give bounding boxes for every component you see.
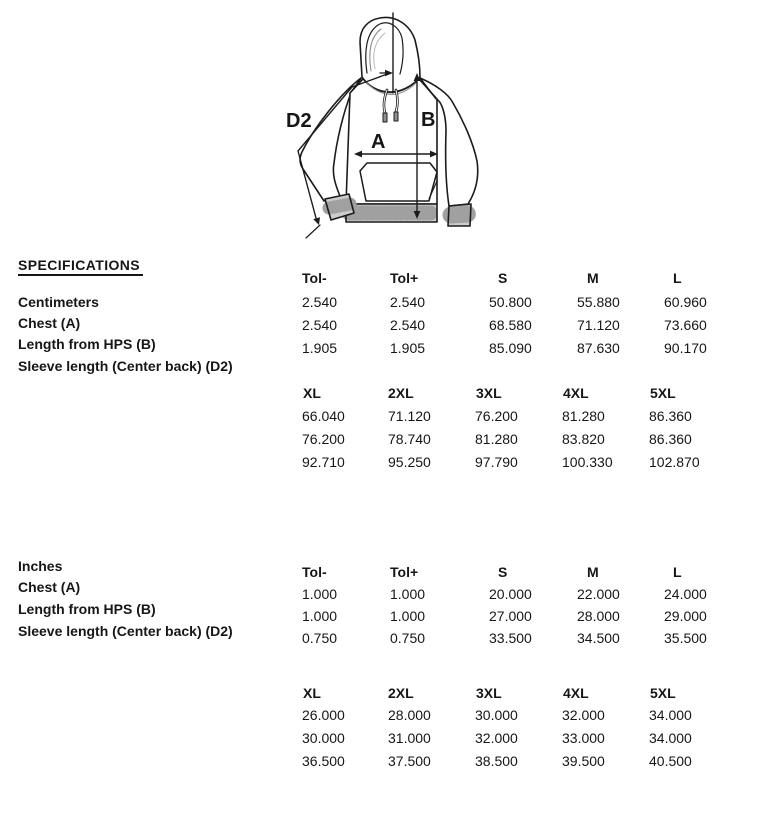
measure-d2-arrowhead [313, 217, 320, 225]
measurement-value: 30.000 [475, 707, 518, 723]
measure-label-a: A [371, 131, 386, 153]
size-column-header: L [673, 270, 682, 286]
measurement-value: 100.330 [562, 454, 613, 470]
measurement-value: 71.120 [577, 317, 620, 333]
measurement-value: 87.630 [577, 340, 620, 356]
measurement-value: 81.280 [475, 431, 518, 447]
measurement-value: 97.790 [475, 454, 518, 470]
hoodie-diagram [280, 0, 510, 245]
row-label-inches: Inches [18, 558, 63, 574]
measurement-value: 1.000 [390, 608, 426, 624]
size-column-header: Tol- [302, 270, 327, 286]
measurement-value: 20.000 [489, 586, 532, 602]
measurement-value: 28.000 [577, 608, 620, 624]
size-column-header: XL [303, 685, 321, 701]
measurement-value: 36.500 [302, 753, 345, 769]
measurement-value: 1.905 [302, 340, 338, 356]
measurement-value: 60.960 [664, 294, 707, 310]
measurement-value: 38.500 [475, 753, 518, 769]
measurement-value: 33.500 [489, 630, 532, 646]
measure-label-b: B [421, 109, 436, 131]
measurement-value: 28.000 [388, 707, 431, 723]
row-label-sleeve-length-in: Sleeve length (Center back) (D2) [18, 623, 233, 639]
size-column-header: 5XL [650, 685, 676, 701]
measurement-value: 0.750 [390, 630, 426, 646]
measurement-value: 86.360 [649, 431, 692, 447]
measurement-value: 34.000 [649, 707, 692, 723]
row-label-sleeve-length-cm: Sleeve length (Center back) (D2) [18, 358, 233, 374]
measurement-value: 55.880 [577, 294, 620, 310]
measurement-value: 2.540 [302, 294, 338, 310]
measurement-value: 2.540 [390, 294, 426, 310]
measurement-value: 30.000 [302, 730, 345, 746]
measurement-value: 68.580 [489, 317, 532, 333]
measurement-value: 83.820 [562, 431, 605, 447]
measurement-value: 66.040 [302, 408, 345, 424]
row-label-chest-cm: Chest (A) [18, 315, 81, 331]
measurement-value: 76.200 [302, 431, 345, 447]
measurement-value: 95.250 [388, 454, 431, 470]
measurement-value: 2.540 [302, 317, 338, 333]
size-column-header: 4XL [563, 685, 589, 701]
measurement-value: 34.500 [577, 630, 620, 646]
measurement-value: 2.540 [390, 317, 426, 333]
size-column-header: 5XL [650, 385, 676, 401]
measurement-value: 39.500 [562, 753, 605, 769]
size-column-header: Tol- [302, 564, 327, 580]
measurement-value: 102.870 [649, 454, 700, 470]
drawstring-left-aglet [383, 113, 387, 122]
left-cuff-hatch [329, 204, 350, 208]
size-column-header: 4XL [563, 385, 589, 401]
row-label-chest-in: Chest (A) [18, 579, 81, 595]
measure-label-d2: D2 [286, 110, 312, 132]
measurement-value: 81.280 [562, 408, 605, 424]
measurement-value: 26.000 [302, 707, 345, 723]
measurement-value: 35.500 [664, 630, 707, 646]
measurement-value: 78.740 [388, 431, 431, 447]
size-column-header: 3XL [476, 685, 502, 701]
size-column-header: 2XL [388, 385, 414, 401]
size-column-header: Tol+ [390, 270, 419, 286]
size-column-header: M [587, 270, 599, 286]
measurement-value: 1.000 [302, 608, 338, 624]
measurement-value: 24.000 [664, 586, 707, 602]
drawstring-right-aglet [394, 112, 398, 121]
size-column-header: Tol+ [390, 564, 419, 580]
measurement-value: 86.360 [649, 408, 692, 424]
size-column-header: M [587, 564, 599, 580]
right-cuff-hatch [451, 214, 468, 215]
measurement-value: 29.000 [664, 608, 707, 624]
row-label-length-hps-cm: Length from HPS (B) [18, 336, 156, 352]
measurement-value: 40.500 [649, 753, 692, 769]
measurement-value: 92.710 [302, 454, 345, 470]
measurement-value: 73.660 [664, 317, 707, 333]
measurement-value: 34.000 [649, 730, 692, 746]
size-column-header: XL [303, 385, 321, 401]
kangaroo-pocket [360, 163, 437, 201]
size-column-header: S [498, 564, 508, 580]
size-column-header: 2XL [388, 685, 414, 701]
measurement-value: 50.800 [489, 294, 532, 310]
measurement-value: 33.000 [562, 730, 605, 746]
measurement-value: 1.905 [390, 340, 426, 356]
measurement-value: 1.000 [390, 586, 426, 602]
measurement-value: 90.170 [664, 340, 707, 356]
specifications-title: SPECIFICATIONS [18, 258, 143, 276]
measurement-value: 27.000 [489, 608, 532, 624]
measurement-value: 71.120 [388, 408, 431, 424]
row-label-centimeters: Centimeters [18, 294, 99, 310]
measurement-value: 31.000 [388, 730, 431, 746]
measurement-value: 1.000 [302, 586, 338, 602]
measurement-value: 85.090 [489, 340, 532, 356]
size-column-header: 3XL [476, 385, 502, 401]
measurement-value: 0.750 [302, 630, 338, 646]
measurement-value: 22.000 [577, 586, 620, 602]
measurement-value: 32.000 [562, 707, 605, 723]
row-label-length-hps-in: Length from HPS (B) [18, 601, 156, 617]
measurement-value: 76.200 [475, 408, 518, 424]
size-column-header: S [498, 270, 508, 286]
measure-d2-tail [306, 225, 320, 238]
measurement-value: 37.500 [388, 753, 431, 769]
measurement-value: 32.000 [475, 730, 518, 746]
size-column-header: L [673, 564, 682, 580]
